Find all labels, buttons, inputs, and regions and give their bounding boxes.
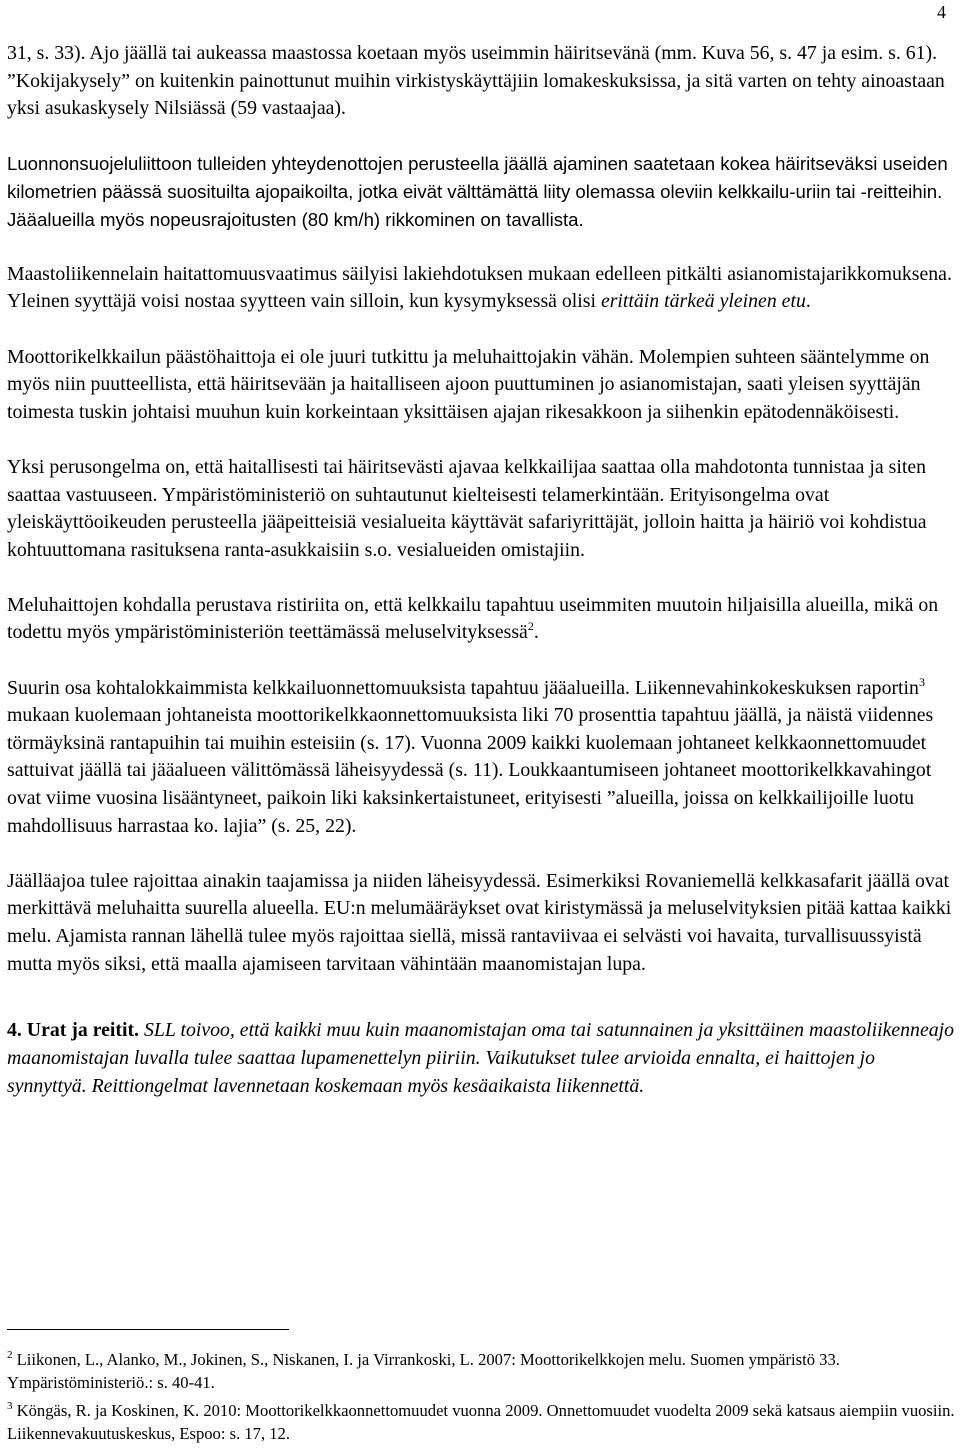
paragraph-5: Yksi perusongelma on, että haitallisesti tai häiritsevästi ajavaa kelkkailijaa saattaa olla mahdotonta tunnistaa ja siten saattaa vastuuseen. Ympäristöministeriö on suhtautunut kielteisesti telamerkintään. Erityisongelma ovat yleiskäyttöoikeuden perusteella jääpeitteisiä vesialueita käyttävät safariyrittäjät, jolloin haitta ja häiriö voi kohdistua kohtuuttomana rasituksena ranta-asukkaisiin s.o. vesialueiden omistajiin. [7,455,927,561]
paragraph-7 [7,675,955,841]
page-number: 4 [937,2,946,22]
footnote-divider [7,1329,289,1330]
paragraph-4: Moottorikelkkailun päästöhaittoja ei ole juuri tutkittu ja meluhaittojakin vähän. Molempien suhteen sääntelymme on myös niin puutteellista, että häiritsevään ja haitalliseen ajoon puuttuminen jo asianomistajan, saati yleisen syyttäjän toimesta tuskin johtaisi muuhun kuin korkeintaan yksittäisen ajajan rikesakkoon ja siihenkin epätodennäköisesti. [7,345,930,423]
footnote-marker: 2 [7,1349,13,1361]
paragraph-6-end: . [533,621,539,644]
footnote-marker: 3 [7,1400,13,1412]
paragraph-3-end: . [805,290,811,313]
section-text: SLL toivoo, että kaikki muu kuin maanomistajan oma tai satunnainen ja yksittäinen maastoliikenneajo maanomistajan luvalla tulee saattaa lupamenettelyn piiriin. Vaikutukset tulee arvioida ennalta, ei haittojen jo synnyttyä. Reittiongelmat lavennetaan koskemaan myös kesäaikaista liikennettä. [7,1019,955,1098]
paragraph-1: 31, s. 33). Ajo jäällä tai aukeassa maastossa koetaan myös useimmin häiritsevänä (mm. Kuva 56, s. 47 ja esim. s. 61). ”Kokijakysely” on kuitenkin painottunut muihin virkistyskäyttäjiin lomakeskuksissa, ja sitä varten on tehty ainoastaan yksi asukaskysely Nilsiässä (59 vastaajaa). [7,42,945,120]
paragraph-3 [7,261,955,316]
footnote-text: Liikonen, L., Alanko, M., Jokinen, S., Niskanen, I. ja Virrankoski, L. 2007: Moottorikelkkojen melu. Suomen ympäristö 33. Ympäristöministeriö.: s. 40-41. [7,1350,840,1392]
paragraph-3-text: Maastoliikennelain haitattomuusvaatimus säilyisi lakiehdotuksen mukaan edelleen pitkälti asianomistajarikkomuksena. Yleinen syyttäjä voisi nostaa syytteen vain silloin, kun kysymyksessä olisi [7,262,952,313]
paragraph-7-text: Suurin osa kohtalokkaimmista kelkkailuonnettomuuksista tapahtuu jääalueilla. Liikennevahinkokeskuksen raportin [7,676,919,699]
footnote-3 [7,1399,955,1445]
section-4 [7,1016,955,1100]
paragraph-7-rest: mukaan kuolemaan johtaneista moottorikelkkaonnettomuuksista liki 70 prosenttia tapahtuu jäällä, ja näistä viidennes törmäyksinä rantapuihin tai muihin esteisiin (s. 17). Vuonna 2009 kaikki kuolemaan johtaneet kelkkaonnettomuudet sattuivat jäällä tai jääalueen välittömässä läheisyydessä (s. 11). Loukkaantumiseen johtaneet moottorikelkkavahingot ovat viime vuosina lisääntyneet, paikoin liki kaksinkertaistuneet, erityisesti ”alueilla, joissa on kelkkailijoille luotu mahdollisuus harrastaa ko. lajia” (s. 25, 22). [7,704,934,837]
footnote-ref-3: 3 [918,674,925,689]
footnote-ref-2: 2 [527,619,534,634]
document-body [7,40,955,1128]
footnote-text: Köngäs, R. ja Koskinen, K. 2010: Moottorikelkkaonnettomuudet vuonna 2009. Onnettomuudet vuodelta 2009 sekä katsaus aiempiin vuosiin. Liikennevakuutuskeskus, Espoo: s. 17, 12. [7,1401,955,1443]
section-heading: 4. Urat ja reitit. [7,1019,140,1042]
paragraph-6 [7,592,955,647]
footnote-2 [7,1348,955,1394]
paragraph-8: Jäälläajoa tulee rajoittaa ainakin taajamissa ja niiden läheisyydessä. Esimerkiksi Rovaniemellä kelkkasafarit jäällä ovat merkittävä meluhaitta suurella alueella. EU:n melumääräykset ovat kiristymässä ja meluselvityksien pitää kattaa kaikki melu. Ajamista rannan lähellä tulee myös rajoittaa siellä, missä rantaviivaa ei selvästi voi havaita, turvallisuussyistä mutta myös siksi, että maalla ajamiseen tarvitaan vähintään maanomistajan lupa. [7,869,952,975]
paragraph-6-text: Meluhaittojen kohdalla perustava ristiriita on, että kelkkailu tapahtuu useimmiten muutoin hiljaisilla alueilla, mikä on todettu myös ympäristöministeriön teettämässä meluselvityksessä [7,593,939,644]
paragraph-2: Luonnonsuojeluliittoon tulleiden yhteydenottojen perusteella jäällä ajaminen saatetaan kokea häiritseväksi useiden kilometrien päässä suosituilta ajopaikoilta, jotka eivät välttämättä liity olemassa oleviin kelkkailu-uriin tai -reitteihin. Jääalueilla myös nopeusrajoitusten (80 km/h) rikkominen on tavallista. [7,153,948,230]
paragraph-3-emphasis: erittäin tärkeä yleinen etu [600,290,806,313]
footnotes [7,1348,955,1450]
